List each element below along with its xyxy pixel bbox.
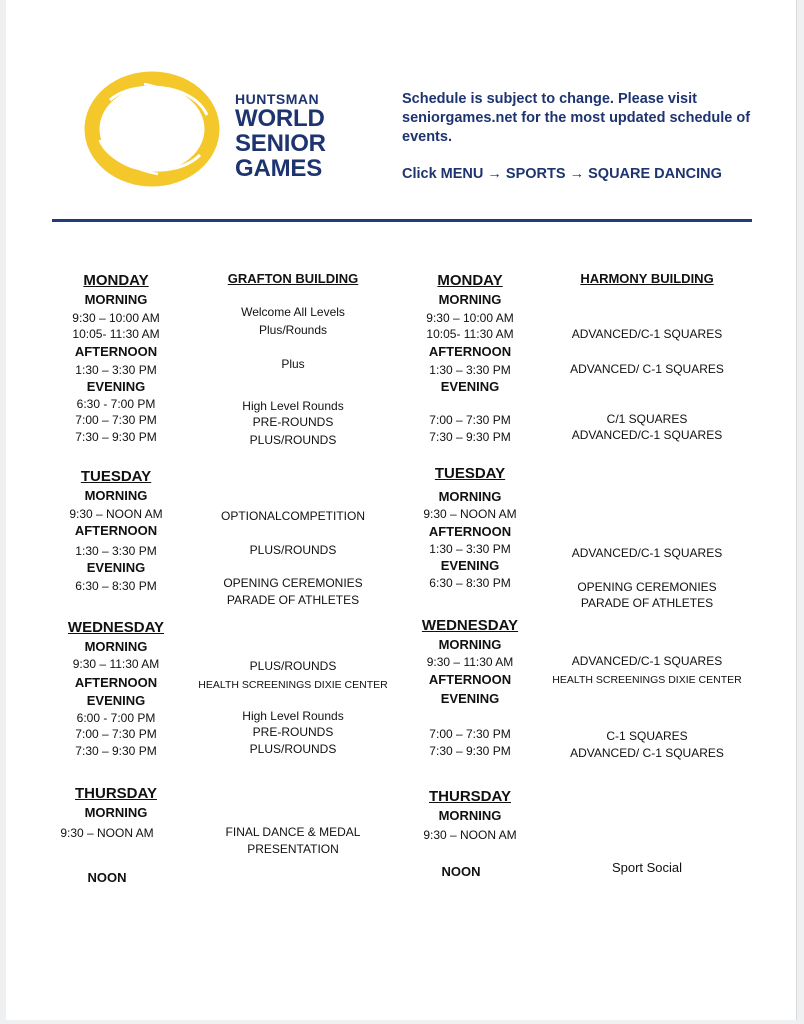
harmony-tuesday-evening-label: EVENING (440, 558, 500, 573)
navigation-instructions: Click MENU → SPORTS → SQUARE DANCING (402, 166, 722, 182)
grafton-tuesday-afternoon-label: AFTERNOON (74, 523, 158, 538)
brand-line-2: WORLD (235, 105, 325, 132)
harmony-tuesday-heading: TUESDAY (434, 465, 506, 482)
harmony-monday-time: 7:30 – 9:30 PM (429, 430, 511, 444)
grafton-monday-time: 9:30 – 10:00 AM (72, 311, 160, 325)
grafton-event: HEALTH SCREENINGS DIXIE CENTER (198, 679, 388, 691)
harmony-monday-time: 7:00 – 7:30 PM (429, 413, 511, 427)
harmony-monday-afternoon-label: AFTERNOON (428, 344, 512, 359)
harmony-event: ADVANCED/C-1 SQUARES (571, 546, 723, 560)
grafton-event: PLUS/ROUNDS (249, 742, 337, 756)
grafton-tuesday-heading: TUESDAY (80, 468, 152, 485)
grafton-thursday-morning-label: MORNING (84, 805, 148, 820)
schedule-page (6, 0, 797, 1020)
grafton-monday-morning-label: MORNING (84, 292, 148, 307)
harmony-tuesday-time: 6:30 – 8:30 PM (429, 576, 511, 590)
harmony-building-heading: HARMONY BUILDING (580, 271, 714, 286)
harmony-tuesday-afternoon-label: AFTERNOON (428, 524, 512, 539)
grafton-tuesday-evening-label: EVENING (86, 560, 146, 575)
harmony-event: OPENING CEREMONIES (577, 580, 717, 594)
grafton-wednesday-afternoon-label: AFTERNOON (74, 675, 158, 690)
grafton-event: PLUS/ROUNDS (249, 543, 337, 557)
harmony-event: ADVANCED/C-1 SQUARES (571, 428, 723, 442)
harmony-event: PARADE OF ATHLETES (580, 596, 714, 610)
grafton-event: Plus (281, 357, 305, 371)
grafton-event: OPTIONALCOMPETITION (220, 509, 366, 523)
grafton-monday-time: 1:30 – 3:30 PM (75, 363, 157, 377)
grafton-event: PRE-ROUNDS (252, 415, 334, 429)
grafton-monday-heading: MONDAY (83, 272, 149, 289)
harmony-tuesday-morning-label: MORNING (438, 489, 502, 504)
grafton-tuesday-time: 6:30 – 8:30 PM (75, 579, 157, 593)
harmony-thursday-morning-label: MORNING (438, 808, 502, 823)
harmony-wednesday-time: 7:30 – 9:30 PM (429, 744, 511, 758)
grafton-wednesday-time: 6:00 - 7:00 PM (76, 711, 156, 725)
brand-line-4: GAMES (235, 155, 323, 182)
grafton-event: PARADE OF ATHLETES (226, 593, 360, 607)
harmony-event: C/1 SQUARES (606, 412, 688, 426)
harmony-monday-time: 9:30 – 10:00 AM (426, 311, 514, 325)
grafton-monday-time: 6:30 - 7:00 PM (76, 397, 156, 411)
grafton-wednesday-morning-label: MORNING (84, 639, 148, 654)
grafton-tuesday-morning-label: MORNING (84, 488, 148, 503)
grafton-event: PLUS/ROUNDS (249, 433, 337, 447)
harmony-monday-time: 1:30 – 3:30 PM (429, 363, 511, 377)
grafton-monday-evening-label: EVENING (86, 379, 146, 394)
harmony-event: HEALTH SCREENINGS DIXIE CENTER (552, 674, 742, 686)
brand-line-3: SENIOR (235, 130, 326, 157)
grafton-thursday-heading: THURSDAY (75, 785, 157, 802)
harmony-thursday-noon-label: NOON (441, 864, 481, 879)
grafton-wednesday-time: 7:00 – 7:30 PM (75, 727, 157, 741)
grafton-event: FINAL DANCE & MEDAL (225, 825, 361, 839)
harmony-event: C-1 SQUARES (606, 729, 688, 743)
grafton-monday-time: 7:30 – 9:30 PM (75, 430, 157, 444)
harmony-thursday-heading: THURSDAY (429, 788, 511, 805)
grafton-event: PRESENTATION (247, 842, 339, 856)
grafton-tuesday-time: 9:30 – NOON AM (69, 507, 163, 521)
grafton-event: OPENING CEREMONIES (223, 576, 363, 590)
grafton-building-heading: GRAFTON BUILDING (227, 271, 359, 286)
grafton-tuesday-time: 1:30 – 3:30 PM (75, 544, 157, 558)
harmony-wednesday-time: 7:00 – 7:30 PM (429, 727, 511, 741)
harmony-event: ADVANCED/ C-1 SQUARES (570, 362, 724, 376)
harmony-wednesday-evening-label: EVENING (440, 691, 500, 706)
harmony-event: ADVANCED/C-1 SQUARES (571, 327, 723, 341)
grafton-wednesday-evening-label: EVENING (86, 693, 146, 708)
grafton-wednesday-heading: WEDNESDAY (67, 619, 165, 636)
grafton-event: PLUS/ROUNDS (249, 659, 337, 673)
harmony-monday-time: 10:05- 11:30 AM (426, 327, 514, 341)
grafton-wednesday-time: 9:30 – 11:30 AM (72, 657, 160, 671)
harmony-event: ADVANCED/C-1 SQUARES (571, 654, 723, 668)
grafton-thursday-time: 9:30 – NOON AM (60, 826, 154, 840)
grafton-event: High Level Rounds (242, 709, 344, 723)
grafton-event: High Level Rounds (242, 399, 344, 413)
grafton-event: Welcome All Levels (241, 305, 345, 319)
harmony-monday-evening-label: EVENING (440, 379, 500, 394)
harmony-tuesday-time: 1:30 – 3:30 PM (429, 542, 511, 556)
grafton-monday-time: 10:05- 11:30 AM (72, 327, 160, 341)
grafton-monday-afternoon-label: AFTERNOON (74, 344, 158, 359)
harmony-wednesday-afternoon-label: AFTERNOON (428, 672, 512, 687)
header-divider (52, 219, 752, 222)
harmony-event: Sport Social (611, 860, 683, 875)
harmony-tuesday-time: 9:30 – NOON AM (423, 507, 517, 521)
schedule-change-notice: Schedule is subject to change. Please visit seniorgames.net for the most updated schedule of events. (402, 91, 751, 145)
harmony-monday-morning-label: MORNING (438, 292, 502, 307)
senior-games-ring-logo (82, 70, 222, 188)
harmony-monday-heading: MONDAY (437, 272, 503, 289)
grafton-event: PRE-ROUNDS (252, 725, 334, 739)
harmony-wednesday-morning-label: MORNING (438, 637, 502, 652)
harmony-wednesday-heading: WEDNESDAY (421, 617, 519, 634)
grafton-event: Plus/Rounds (258, 323, 328, 337)
grafton-wednesday-time: 7:30 – 9:30 PM (75, 744, 157, 758)
harmony-thursday-time: 9:30 – NOON AM (423, 828, 517, 842)
brand-line-1: HUNTSMAN (235, 91, 320, 107)
grafton-thursday-noon-label: NOON (87, 870, 127, 885)
grafton-monday-time: 7:00 – 7:30 PM (75, 413, 157, 427)
brand-wordmark (235, 92, 326, 181)
harmony-wednesday-time: 9:30 – 11:30 AM (426, 655, 514, 669)
harmony-event: ADVANCED/ C-1 SQUARES (570, 746, 724, 760)
